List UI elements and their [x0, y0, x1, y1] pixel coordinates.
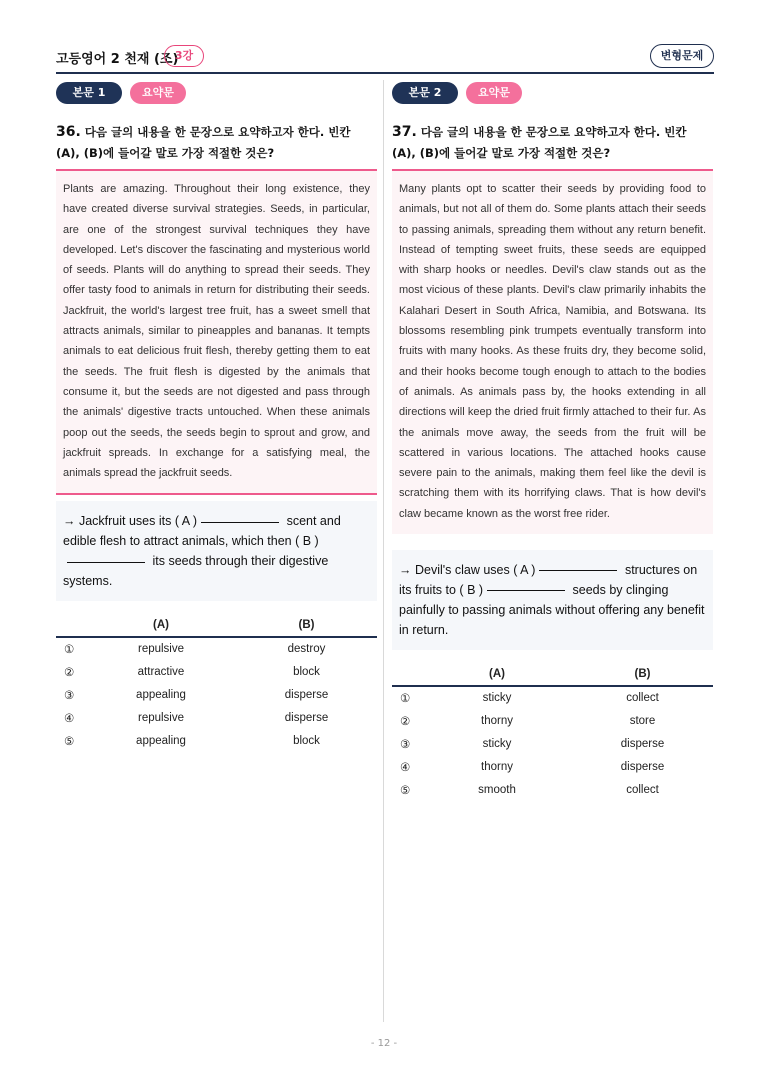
choice-number: ③: [400, 739, 411, 752]
choice-b: collect: [626, 692, 659, 705]
blank-b: [67, 562, 145, 563]
choice-row[interactable]: [392, 686, 713, 710]
summary-box: [56, 501, 377, 601]
question-text: 다음 글의 내용을 한 문장으로 요약하고자 한다. 빈칸 (A), (B)에 들어갈 말로 가장 적절한 것은?: [392, 125, 687, 160]
choice-a: repulsive: [137, 643, 185, 656]
choice-a: thorny: [481, 761, 513, 774]
choice-header-b: (B): [572, 664, 713, 686]
choice-row[interactable]: [392, 733, 713, 756]
choices-table: [392, 664, 713, 802]
blank-a: [201, 522, 279, 523]
summary-box: [392, 550, 713, 650]
summary-part-2: structures on its fruits to ( B ): [399, 563, 698, 598]
blank-a: [539, 570, 617, 571]
choice-a: sticky: [482, 692, 512, 705]
choice-header-a: (A): [422, 664, 572, 686]
header-rule: [56, 72, 714, 74]
choice-row[interactable]: [56, 637, 377, 661]
choice-b: disperse: [620, 761, 665, 774]
choice-row[interactable]: [392, 779, 713, 802]
choice-b: block: [293, 735, 320, 748]
choice-row[interactable]: [56, 730, 377, 753]
type-label: 요약문: [466, 82, 522, 104]
blank-b: [487, 590, 565, 591]
question-text: 다음 글의 내용을 한 문장으로 요약하고자 한다. 빈칸 (A), (B)에 들어갈 말로 가장 적절한 것은?: [56, 125, 351, 160]
choice-row[interactable]: [56, 661, 377, 684]
page-number: - 12 -: [370, 1038, 398, 1049]
passage-label: 본문 2: [392, 82, 458, 104]
choice-row[interactable]: [56, 707, 377, 730]
type-label: 요약문: [130, 82, 186, 104]
choice-number: ②: [64, 667, 75, 680]
choices-table: [56, 615, 377, 753]
section-pills: [56, 82, 377, 106]
choice-number: ⑤: [400, 785, 411, 798]
summary-part-1: → Devil's claw uses ( A ): [399, 563, 536, 578]
choice-number: ③: [64, 690, 75, 703]
choice-number: ④: [64, 713, 75, 726]
choice-b: collect: [626, 784, 659, 797]
choice-b: destroy: [287, 643, 326, 656]
choice-b: disperse: [284, 689, 329, 702]
choice-b: store: [629, 715, 656, 728]
summary-part-3: its seeds through their digestive systems.: [63, 554, 329, 589]
choice-b: block: [293, 666, 320, 679]
choice-number: ①: [400, 693, 411, 706]
choice-a: appealing: [136, 735, 186, 748]
choice-header-num: [392, 664, 422, 686]
choice-number: ④: [400, 762, 411, 775]
passage-text: Plants are amazing. Throughout their long existence, they have created diverse survival strategies. Seeds, in particular, are one of the strongest survival techniques they have developed. Let's discover the fascinating and mysterious world of seeds. Plants will do anything to spread their seeds. They offer tasty food to animals in return for distributing their seeds. Jackfruit, the world's largest tree fruit, has a sweet smell that attracts animals, similar to pineapples and bananas. It tempts animals to eat delicious fruit flesh, thereby getting them to eat the seeds. The fruit flesh is digested by the animals that consume it, but the seeds are not digested and pass through the animals' digestive tracts untouched. When these animals poop out the seeds, the seeds begin to sprout and grow, and jackfruit spreads. In exchange for a satisfying meal, the animals spread the jackfruit seeds.: [56, 171, 377, 493]
choice-a: appealing: [136, 689, 186, 702]
choice-a: attractive: [137, 666, 185, 679]
choice-row[interactable]: [56, 684, 377, 707]
choice-row[interactable]: [392, 756, 713, 779]
question-prompt: [56, 122, 377, 164]
choice-header-num: [56, 615, 86, 637]
lesson-badge: 3강: [164, 45, 204, 67]
question-prompt: [392, 122, 713, 164]
variant-badge: 변형문제: [650, 44, 714, 68]
choice-b: disperse: [284, 712, 329, 725]
summary-part-2: scent and edible flesh to attract animals, which then ( B ): [63, 514, 341, 549]
choice-a: repulsive: [137, 712, 185, 725]
question-number: 36.: [56, 124, 81, 140]
left-column: [56, 82, 377, 753]
choice-a: thorny: [481, 715, 513, 728]
passage-text: Many plants opt to scatter their seeds by providing food to animals, but not all of them do. Some plants attach their seeds to passing animals, spreading them without any return benefit. Instead of tempting sweet fruits, these seeds are equipped with sharp hooks or needles. Devil's claw stands out as the most vicious of these plants. Devil's claw primarily inhabits the Kalahari Desert in South Africa, Namibia, and Botswana. Its blossoms resembling pink trumpets eventually transform into fruits with many hooks. As these fruits dry, they become solid, and their hooks become tough enough to attach to the bodies of animals. As animals pass by, the hooks extending in all directions will keep the dried fruit firmly attached to their fur. As the animals move away, the seeds from the fruit will be scattered in various locations. The attached hooks cause severe pain to the animals, making them feel like the devil is scratching them with its horrifying claws. That is how devil's claw became known as the worst free rider.: [392, 171, 713, 534]
choice-header-a: (A): [86, 615, 236, 637]
choice-row[interactable]: [392, 710, 713, 733]
passage-rule: [56, 493, 377, 495]
choice-number: ⑤: [64, 736, 75, 749]
summary-part-3: seeds by clinging painfully to passing animals without offering any benefit in return.: [399, 583, 705, 638]
section-pills: [392, 82, 713, 106]
summary-part-1: → Jackfruit uses its ( A ): [63, 514, 198, 529]
choice-b: disperse: [620, 738, 665, 751]
page-header: [56, 44, 714, 74]
choice-number: ①: [64, 644, 75, 657]
choice-number: ②: [400, 716, 411, 729]
choice-a: smooth: [478, 784, 516, 797]
choice-a: sticky: [482, 738, 512, 751]
question-number: 37.: [392, 124, 417, 140]
column-divider: [383, 80, 384, 1022]
choice-header-b: (B): [236, 615, 377, 637]
right-column: [392, 82, 713, 802]
passage-label: 본문 1: [56, 82, 122, 104]
book-title: 고등영어 2 천재 (조): [56, 52, 179, 67]
